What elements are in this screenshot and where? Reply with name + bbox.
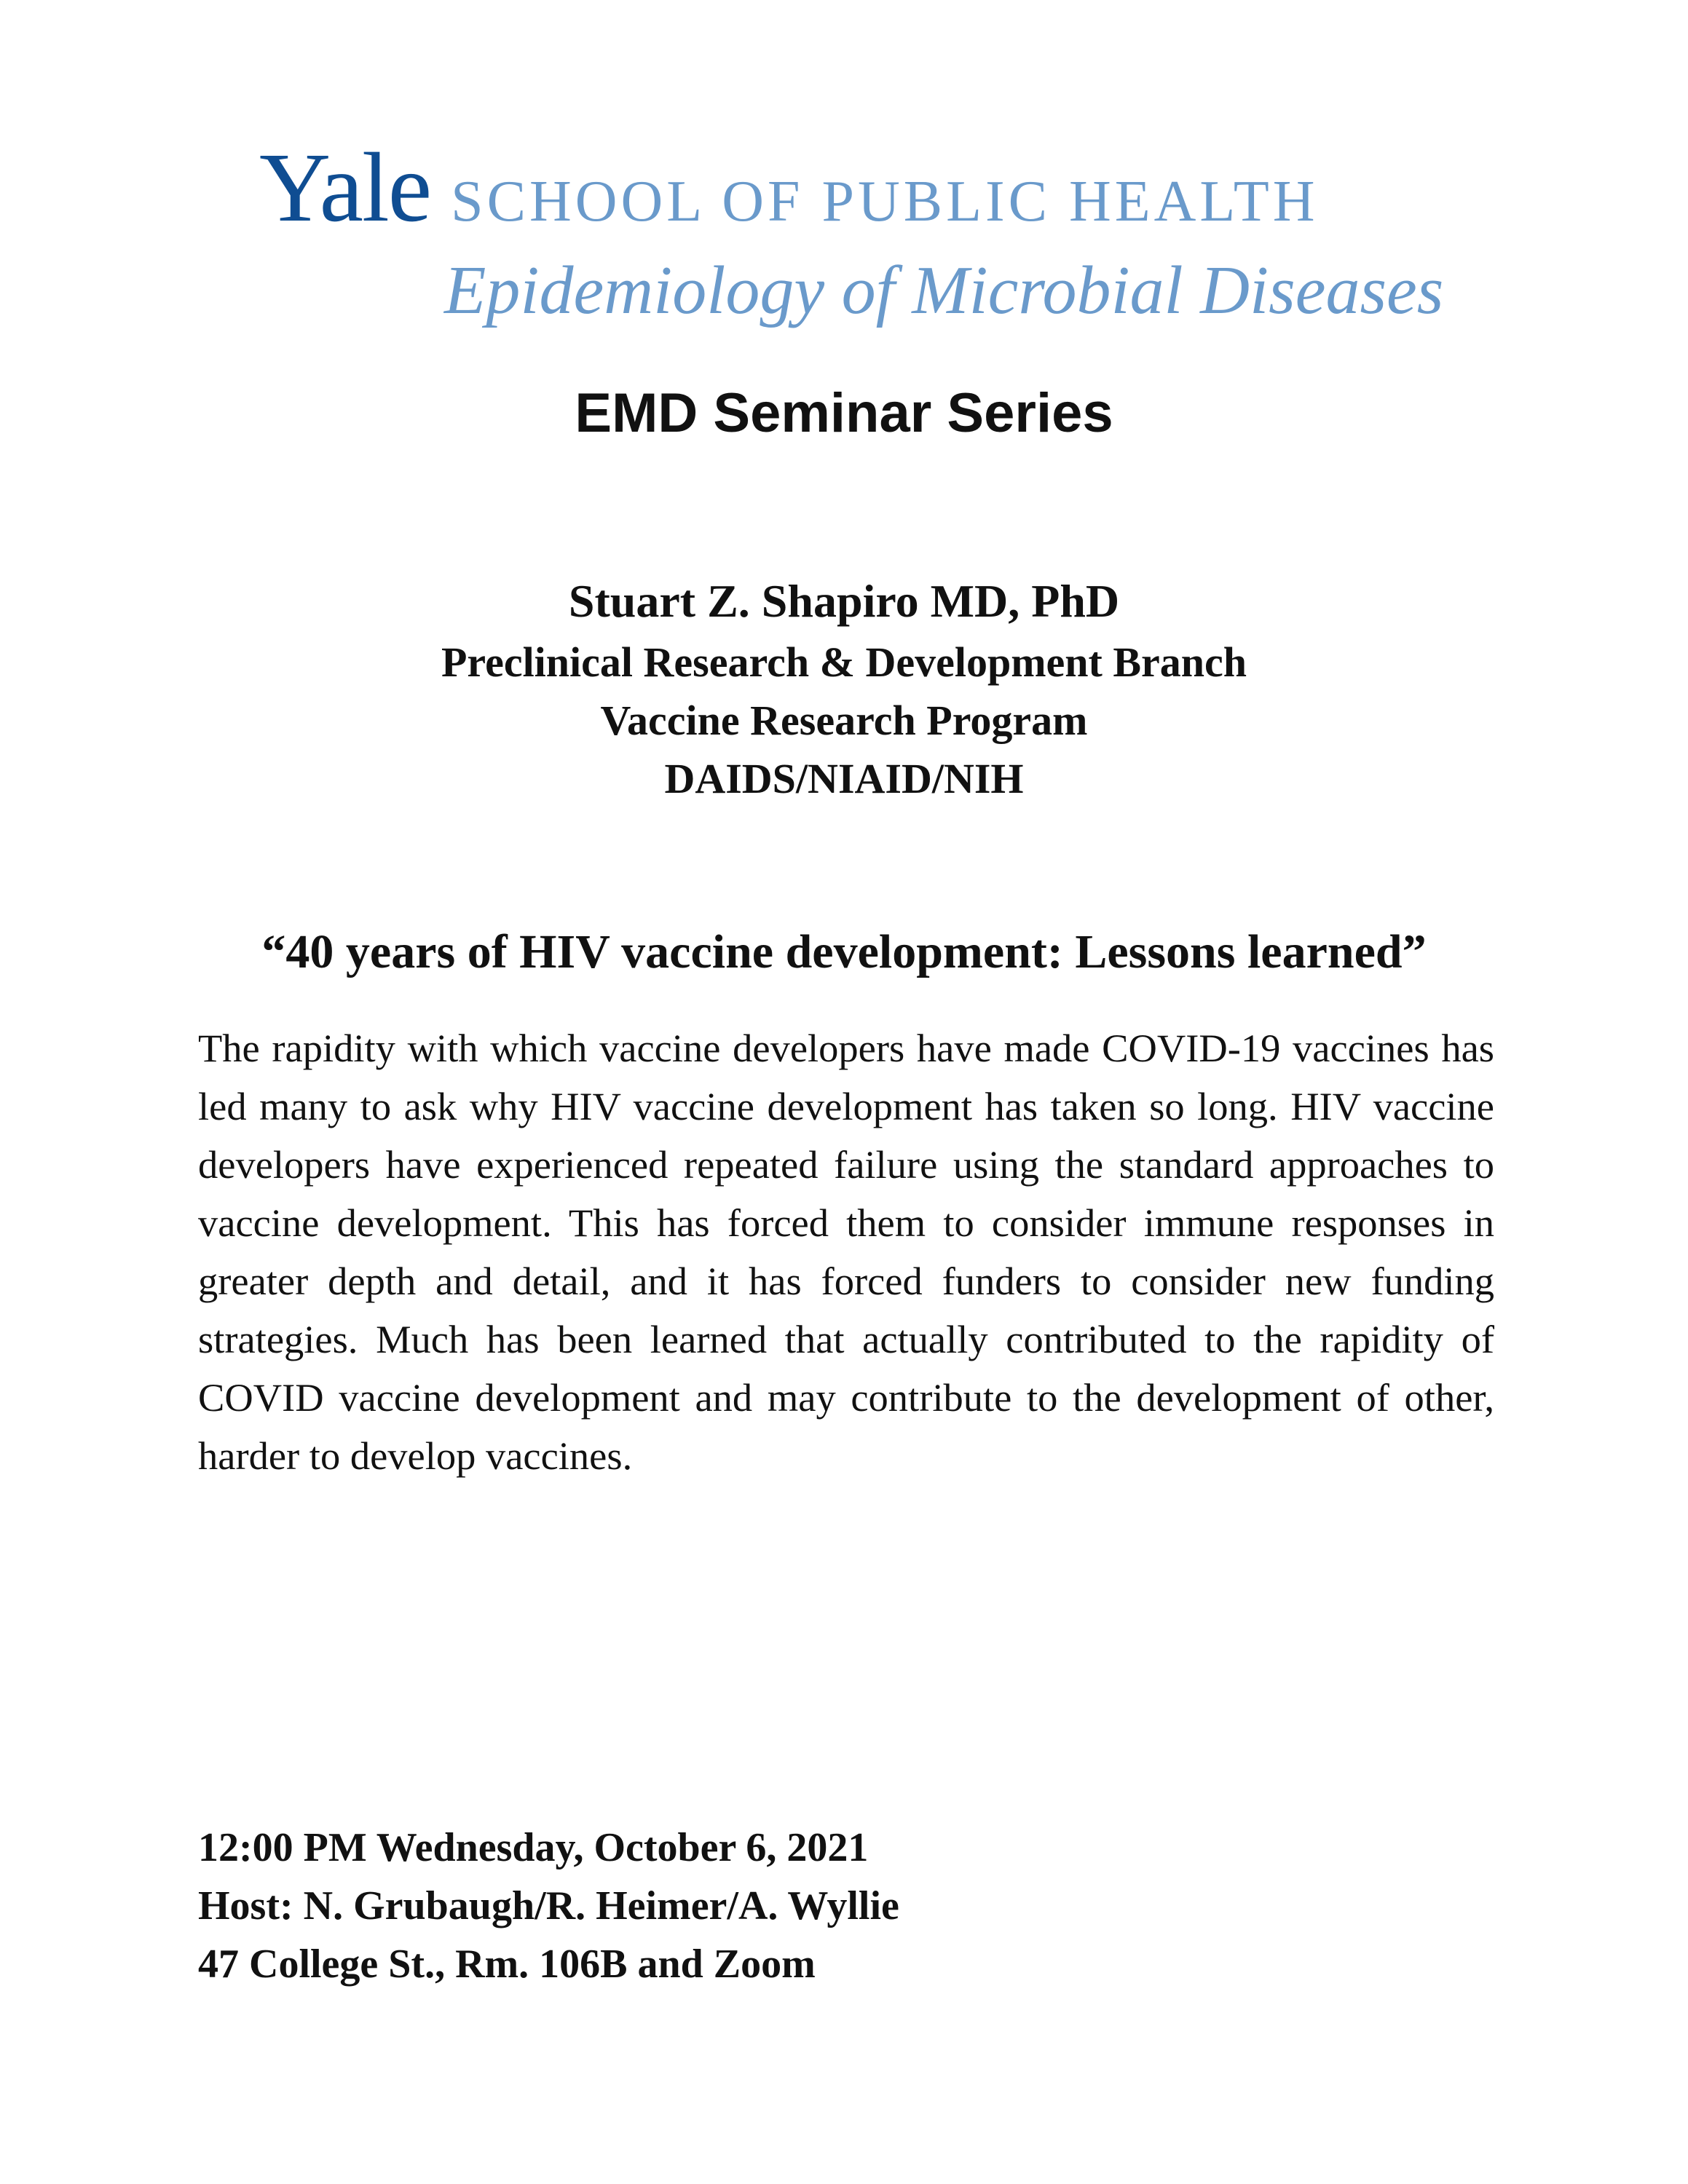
logo-department-name: Epidemiology of Microbial Diseases [444, 253, 1444, 328]
event-host: Host: N. Grubaugh/R. Heimer/A. Wyllie [198, 1883, 899, 1928]
talk-title: “40 years of HIV vaccine development: Lessons learned” [261, 925, 1427, 978]
logo-school-name: SCHOOL OF PUBLIC HEALTH [451, 170, 1319, 234]
speaker-affiliation-line: DAIDS/NIAID/NIH [664, 755, 1024, 802]
speaker-block [0, 569, 1688, 808]
speaker-affiliation-line: Preclinical Research & Development Branch [441, 638, 1247, 686]
speaker-name: Stuart Z. Shapiro MD, PhD [568, 575, 1120, 627]
speaker-affiliation-line: Vaccine Research Program [600, 697, 1088, 744]
event-location: 47 College St., Rm. 106B and Zoom [198, 1942, 816, 1987]
event-details [198, 1819, 899, 1993]
yale-logo [259, 133, 1319, 242]
abstract-paragraph: The rapidity with which vaccine developers have made COVID-19 vaccines has led many to ask why HIV vaccine development has taken so long. HIV vaccine developers have experienced repeated failure using the standard approaches to vaccine development. This has forced them to consider immune responses in greater depth and detail, and it has forced funders to consider new funding strategies. Much has been learned that actually contributed to the rapidity of COVID vaccine development and may contribute to the development of other, harder to develop vaccines. [198, 1026, 1494, 1478]
logo-yale-wordmark: Yale [259, 133, 431, 242]
series-title: EMD Seminar Series [575, 382, 1113, 444]
event-datetime: 12:00 PM Wednesday, October 6, 2021 [198, 1825, 869, 1870]
